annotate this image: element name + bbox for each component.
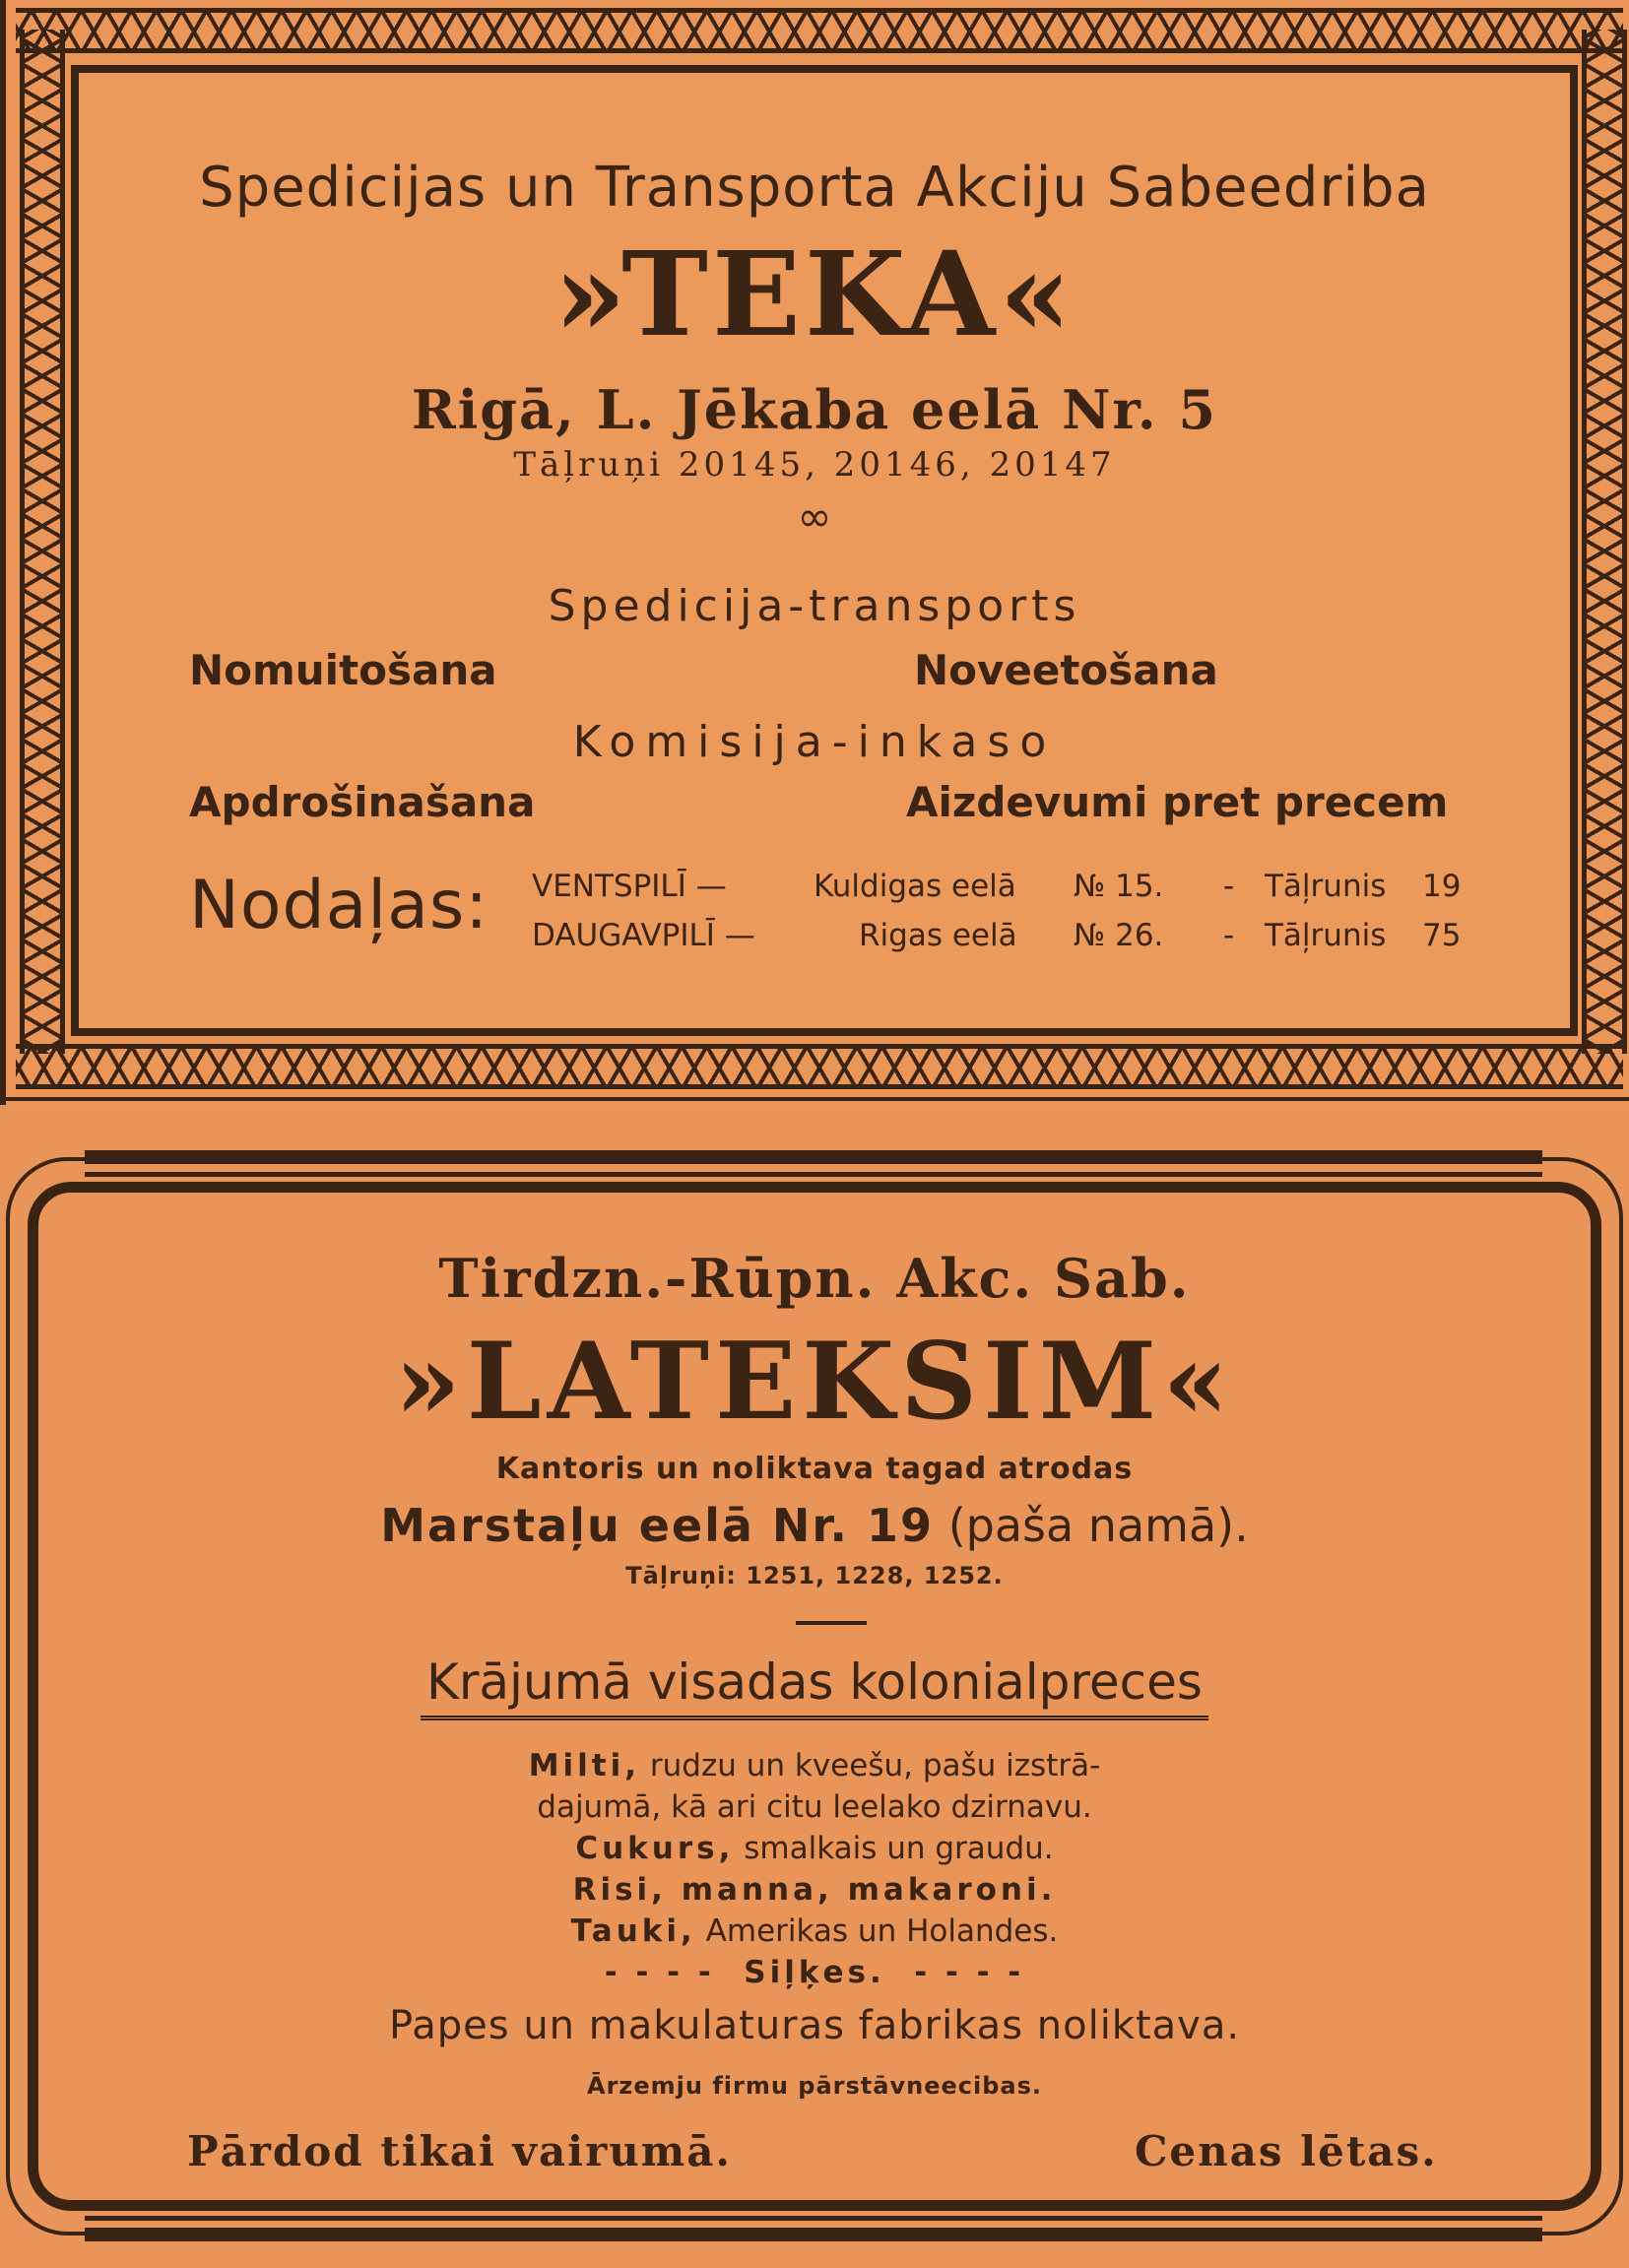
teka-phones: Tāļruņi 20145, 20146, 20147 xyxy=(513,445,1116,485)
teka-company-name: »TEKA« xyxy=(554,226,1075,362)
teka-service-storage: Noveetošana xyxy=(914,646,1218,694)
branch-city: DAUGAVPILĪ — xyxy=(532,918,755,953)
lateksim-foreign-firms: Ārzemju firmu pārstāvneecibas. xyxy=(587,2072,1042,2100)
lateksim-heading: Tirdzn.-Rūpn. Akc. Sab. xyxy=(438,1247,1191,1310)
lateksim-address xyxy=(0,1499,1629,1552)
teka-service-transport: Spedicija-transports xyxy=(548,581,1081,631)
list-item: Cukurs, smalkais un graudu. xyxy=(575,1831,1054,1866)
list-item: - - - - Siļķes. - - - - xyxy=(604,1955,1025,1990)
top-ornament-border xyxy=(16,8,1623,53)
branch-dash: - xyxy=(1223,918,1235,953)
branch-street: Rigas eelā xyxy=(859,918,1017,953)
teka-heading: Spedicijas un Transporta Akciju Sabeedriba xyxy=(199,156,1430,220)
lateksim-top-rule-thin xyxy=(85,1172,1542,1177)
teka-address: Rigā, L. Jēkaba eelā Nr. 5 xyxy=(411,378,1218,441)
teka-branches-label: Nodaļas: xyxy=(189,867,489,944)
lateksim-company-name: »LATEKSIM« xyxy=(394,1320,1235,1444)
branch-dash: - xyxy=(1223,869,1235,904)
page-divider xyxy=(0,1097,1629,1101)
list-item: dajumā, kā ari citu leelako dzirnavu. xyxy=(537,1789,1092,1825)
branch-phone-label: Tāļrunis xyxy=(1265,869,1387,904)
teka-service-insurance: Apdrošinašana xyxy=(189,778,536,826)
branch-phone-label: Tāļrunis xyxy=(1265,918,1387,953)
lateksim-prices: Cenas lētas. xyxy=(1135,2127,1438,2175)
lateksim-stock-block xyxy=(0,1654,1629,1720)
lateksim-bottom-rule xyxy=(85,2228,1542,2241)
branch-phone: 19 xyxy=(1422,869,1462,904)
branch-phone: 75 xyxy=(1422,918,1462,953)
branch-number: № 26. xyxy=(1074,918,1164,953)
lateksim-stock-heading: Krājumā visadas kolonialpreces xyxy=(421,1654,1208,1720)
list-item: Risi, manna, makaroni. xyxy=(572,1872,1057,1908)
lateksim-address-street: Marstaļu eelā Nr. 19 xyxy=(380,1499,935,1552)
short-divider xyxy=(796,1621,867,1625)
lateksim-office: Kantoris un noliktava tagad atrodas xyxy=(495,1452,1134,1486)
bottom-ornament-border xyxy=(16,1044,1623,1089)
branch-city: VENTSPILĪ — xyxy=(532,869,727,904)
list-item: Tauki, Amerikas un Holandes. xyxy=(570,1913,1059,1949)
teka-service-loans: Aizdevumi pret precem xyxy=(906,778,1449,826)
lateksim-phones: Tāļruņi: 1251, 1228, 1252. xyxy=(625,1562,1004,1589)
teka-service-customs: Nomuitošana xyxy=(189,646,497,694)
ornament-icon: ∞ xyxy=(797,492,832,541)
branch-number: № 15. xyxy=(1074,869,1164,904)
lateksim-wholesale: Pārdod tikai vairumā. xyxy=(187,2127,733,2175)
lateksim-bottom-rule-thin xyxy=(85,2216,1542,2221)
lateksim-paper-depot: Papes un makulaturas fabrikas noliktava. xyxy=(388,2003,1241,2048)
lateksim-goods-list xyxy=(0,1745,1629,1993)
lateksim-address-note: (paša namā). xyxy=(947,1499,1249,1552)
list-item: Milti, rudzu un kveešu, pašu izstrā- xyxy=(528,1748,1101,1783)
lateksim-top-rule xyxy=(85,1150,1542,1164)
branch-street: Kuldigas eelā xyxy=(814,869,1016,904)
teka-service-commission: Komisija-inkaso xyxy=(572,717,1057,767)
